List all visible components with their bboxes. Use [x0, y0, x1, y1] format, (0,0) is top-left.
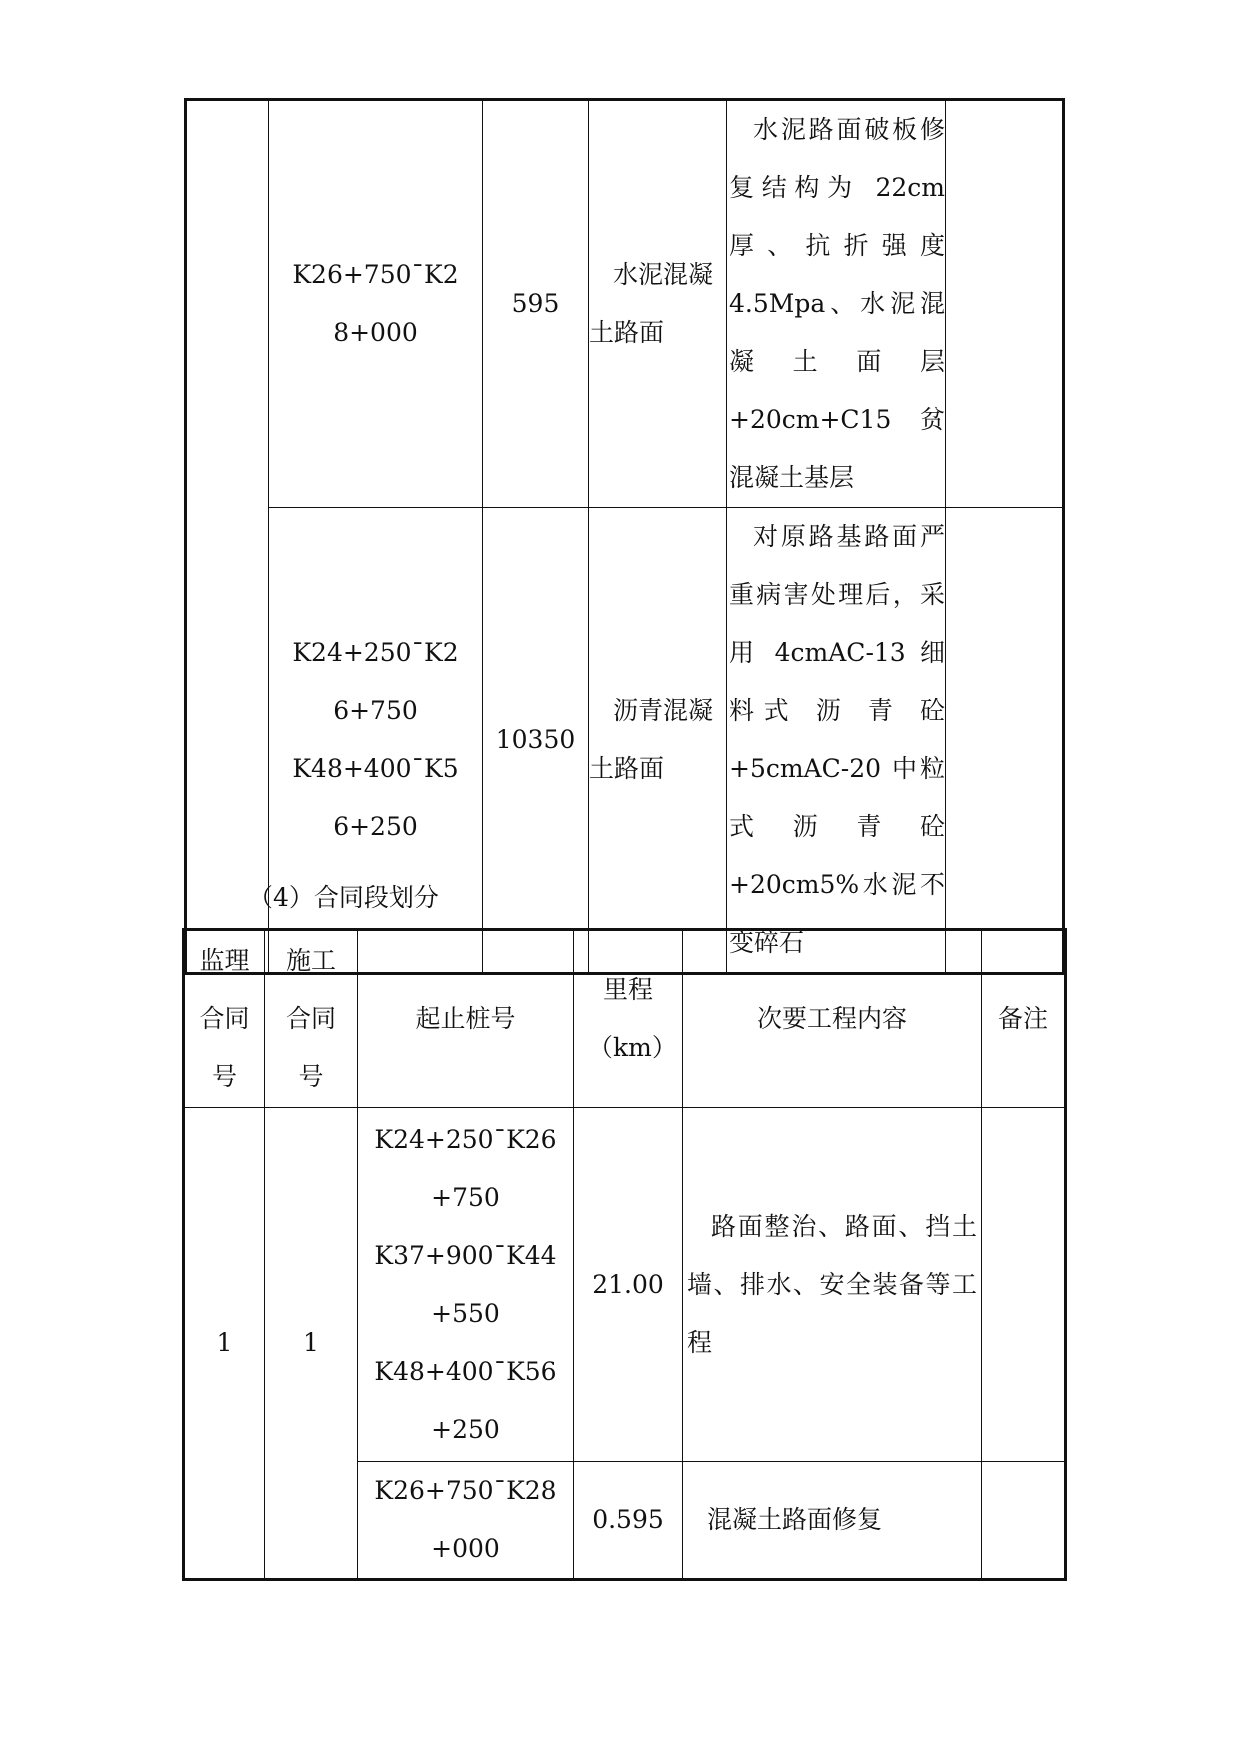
structure-cell: 水泥路面破板修复结构为 22cm 厚、抗折强度 4.5Mpa、水泥混凝土面层+20cm+C15 贫混凝土基层 [727, 100, 946, 508]
supervision-contract-cell: 1 [184, 1108, 265, 1580]
header-stake: 起止桩号 [358, 930, 574, 1108]
remark-cell [982, 1462, 1066, 1580]
header-remark: 备注 [982, 930, 1066, 1108]
header-mileage: 里程（km） [574, 930, 683, 1108]
construction-contract-cell: 1 [265, 1108, 358, 1580]
note-cell [946, 508, 1064, 974]
header-construction: 施工合同号 [265, 930, 358, 1108]
table-row [186, 100, 1064, 508]
merged-cell [186, 100, 269, 974]
stake-line: K24+250¯K26+750 [292, 638, 459, 725]
pavement-type-cell: 水泥混凝土路面 [589, 100, 727, 508]
stake-range-cell [358, 1108, 574, 1462]
header-supervision: 监理合同号 [184, 930, 265, 1108]
pavement-type-cell: 沥青混凝土路面 [589, 508, 727, 974]
length-cell: 10350 [483, 508, 589, 974]
stake-line: K48+400¯K56+250 [292, 754, 459, 841]
mileage-cell: 0.595 [574, 1462, 683, 1580]
section-title: （4）合同段划分 [248, 883, 439, 912]
stake-range-cell: K26+750¯K28+000 [358, 1462, 574, 1580]
stake-line: K37+900¯K44+550 [374, 1240, 557, 1328]
stake-range-cell: K26+750¯K28+000 [269, 100, 483, 508]
note-cell [946, 100, 1064, 508]
pavement-table [184, 98, 1065, 975]
remark-cell [982, 1108, 1066, 1462]
header-content: 次要工程内容 [683, 930, 982, 1108]
length-cell: 595 [483, 100, 589, 508]
table-header-row [184, 930, 1066, 1108]
contract-section-table [182, 928, 1067, 1581]
content-cell: 路面整治、路面、挡土墙、排水、安全装备等工程 [683, 1108, 982, 1462]
table-row [184, 1108, 1066, 1462]
mileage-cell: 21.00 [574, 1108, 683, 1462]
stake-line: K24+250¯K26+750 [374, 1124, 557, 1212]
structure-cell: 对原路基路面严重病害处理后，采用 4cmAC-13 细料式 沥 青 砼+5cmAC-20 中粒式沥青砼+20cm5%水泥不变碎石 [727, 508, 946, 974]
content-cell: 混凝土路面修复 [683, 1462, 982, 1580]
stake-line: K48+400¯K56+250 [374, 1356, 557, 1444]
